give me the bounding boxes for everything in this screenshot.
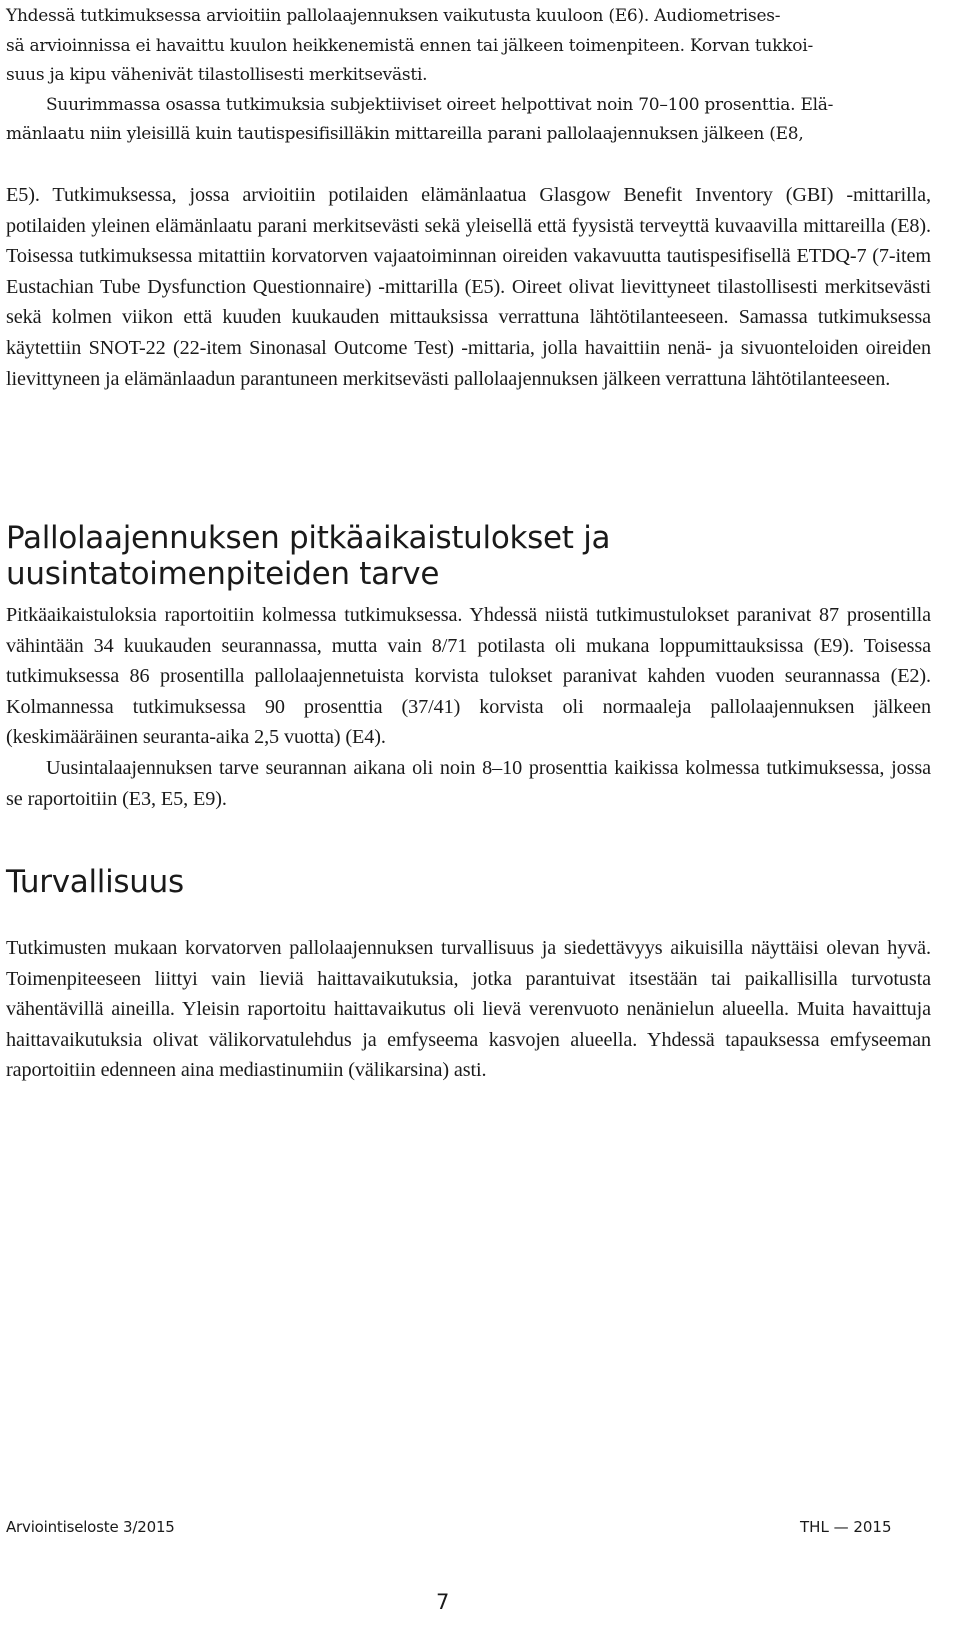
heading-line: Pallolaajennuksen pitkäaikaistulokset ja <box>6 520 611 556</box>
safety-paragraph: Tutkimusten mukaan korvatorven pallolaajennuksen turvallisuus ja siedettävyys aikuisilla näyttäisi olevan hyvä. Toimenpiteeseen liittyi vain lieviä haittavaikutuksia, jotka parantuivat itsestään tai paikallisilla turvotusta vähentävillä aineilla. Yleisin raportoitu haittavaikutus oli lievä verenvuoto nenänielun alueella. Muita havaittuja haittavaikutuksia olivat välikorvatulehdus ja emfyseema kasvojen alueella. Yhdessä tapauksessa emfyseeman raportoitiin edenneen aina mediastinumiin (välikarsina) asti. <box>6 937 931 1082</box>
page-number: 7 <box>436 1590 450 1614</box>
intro-line: suus ja kipu vähenivät tilastollisesti merkitsevästi. <box>6 65 428 85</box>
footer-publication: Arviointiseloste 3/2015 <box>6 1518 175 1536</box>
section-heading-safety: Turvallisuus <box>6 864 184 900</box>
safety-section <box>6 933 931 1086</box>
long-term-results-section <box>6 600 931 814</box>
heading-line: uusintatoimenpiteiden tarve <box>6 556 440 592</box>
long-term-results-paragraph: Pitkäaikaistuloksia raportoitiin kolmessa tutkimuksessa. Yhdessä niistä tutkimustulokset paranivat 87 prosentilla vähintään 34 kuukauden seurannassa, mutta vain 8/71 potilasta oli mukana loppumittauksissa (E9). Toisessa tutkimuksessa 86 prosentilla pallolaajennetuista korvista tulokset paranivat kahden vuoden seurannassa (E2). Kolmannessa tutkimuksessa 90 prosenttia (37/41) korvista oli normaaleja pallolaajennuksen jälkeen (keskimääräinen seuranta-aika 2,5 vuotta) (E4). <box>6 604 931 749</box>
intro-line: Suurimmassa osassa tutkimuksia subjektiiviset oireet helpottivat noin 70–100 prosenttia. Elä- <box>46 94 834 115</box>
intro-line: sä arvioinnissa ei havaittu kuulon heikkenemistä ennen tai jälkeen toimenpiteen. Korvan tukkoi- <box>6 35 813 56</box>
intro-line: mänlaatu niin yleisillä kuin tautispesifisilläkin mittareilla parani pallolaajennuksen jälkeen (E8, <box>6 124 804 144</box>
intro-text <box>6 2 931 150</box>
footer-publisher: THL — 2015 <box>800 1518 892 1536</box>
intro-line: Yhdessä tutkimuksessa arvioitiin pallolaajennuksen vaikutusta kuuloon (E6). Audiometrises- <box>6 6 781 26</box>
section-heading-long-term-results <box>6 520 931 592</box>
quality-of-life-section <box>6 180 931 394</box>
repeat-procedure-paragraph: Uusintalaajennuksen tarve seurannan aikana oli noin 8–10 prosenttia kaikissa kolmessa tutkimuksessa, jossa se raportoitiin (E3, E5, E9). <box>6 756 931 810</box>
quality-of-life-paragraph: E5). Tutkimuksessa, jossa arvioitiin potilaiden elämänlaatua Glasgow Benefit Inventory (GBI) -mittarilla, potilaiden yleinen elämänlaatu parani merkitsevästi sekä yleisellä että fyysistä terveyttä kuvaavilla mittareilla (E8). Toisessa tutkimuksessa mitattiin korvatorven vajaatoiminnan oireiden vakavuutta tautispesifisellä ETDQ-7 (7-item Eustachian Tube Dysfunction Questionnaire) -mittarilla (E5). Oireet olivat lievittyneet tilastollisesti merkitsevästi sekä kolmen viikon että kuuden kuukauden mittauksissa verrattuna lähtötilanteeseen. Samassa tutkimuksessa käytettiin SNOT-22 (22-item Sinonasal Outcome Test) -mittaria, jolla havaittiin nenä- ja sivuonteloiden oireiden lievittyneen ja elämänlaadun parantuneen merkitsevästi pallolaajennuksen jälkeen verrattuna lähtötilanteeseen. <box>6 184 931 390</box>
